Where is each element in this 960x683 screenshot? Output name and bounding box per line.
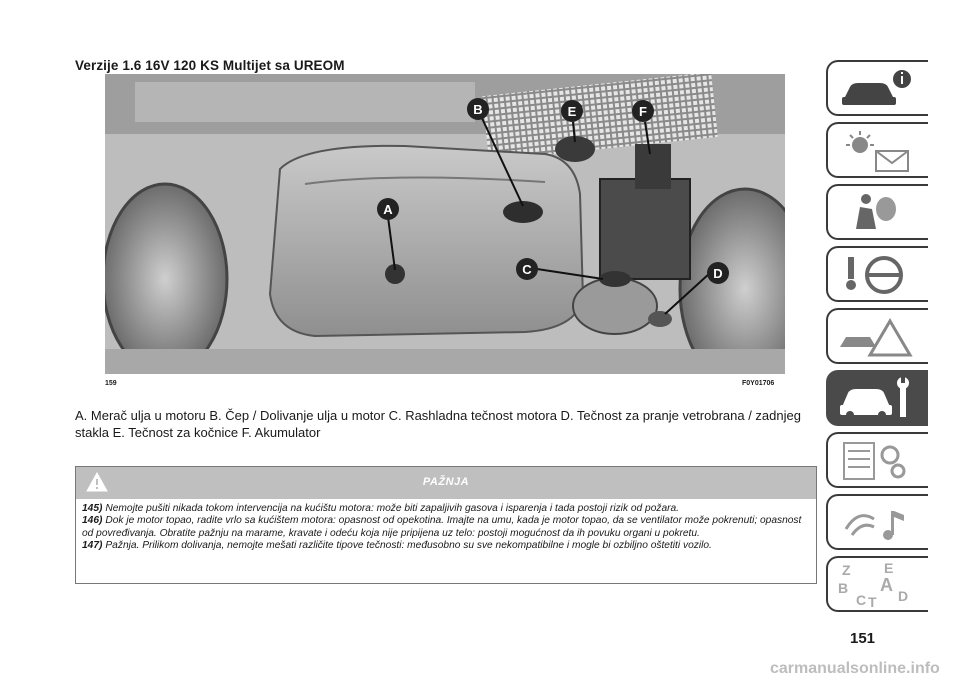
watermark: carmanualsonline.info [770,660,940,677]
warning-light-message-icon [836,127,916,175]
svg-text:A: A [383,202,393,217]
svg-text:B: B [838,580,849,596]
car-info-icon [836,65,916,113]
svg-text:A: A [880,575,893,595]
warning-item: 147) Pažnja. Prilikom dolivanja, nemojte mešati različite tipove tečnosti: međusobno su sve nekompatibilne i mogle bi ozbiljno oštetiti vozilo. [82,540,712,552]
svg-text:C: C [856,592,867,608]
svg-text:D: D [898,588,909,604]
tab-index[interactable] [826,556,928,612]
engine-bay-figure [105,74,785,374]
multimedia-icon [836,499,916,547]
tab-starting-driving[interactable] [826,246,928,302]
steering-wheel-key-icon [836,251,916,299]
warning-box [75,466,817,584]
tab-multimedia[interactable] [826,494,928,550]
figure-code: F0Y01706 [742,380,775,387]
figure-caption: A. Merač ulja u motoru B. Čep / Dolivanje ulja u motor C. Rashladna tečnost motora D. Tečnost za pranje vetrobrana / zadnjeg stakla E. Tečnost za kočnice F. Akumulator [75,408,801,440]
warning-body [76,499,816,553]
callout-e [561,100,583,122]
specs-gears-icon [836,437,916,485]
callout-c [516,258,538,280]
tab-emergency[interactable] [826,308,928,364]
tab-car-info[interactable] [826,60,928,116]
alphabet-index-icon [836,561,916,609]
svg-text:T: T [868,594,877,609]
svg-text:C: C [522,262,532,277]
svg-text:D: D [713,266,723,281]
warning-title: PAŽNJA [422,476,470,488]
tab-maintenance[interactable] [826,370,928,426]
svg-text:Z: Z [842,562,851,578]
svg-text:E: E [884,561,894,576]
callout-b [467,98,489,120]
tab-safety[interactable] [826,184,928,240]
callout-f [632,100,654,122]
car-wrench-icon [836,375,916,423]
warning-header [76,467,816,499]
svg-text:E: E [567,104,577,119]
callout-d [707,262,729,284]
section-title: Verzije 1.6 16V 120 KS Multijet sa UREOM [75,58,345,73]
svg-text:B: B [473,102,483,117]
breakdown-triangle-icon [836,313,916,361]
warning-item: 145) Nemojte pušiti nikada tokom intervencija na kućištu motora: može biti zapaljivih gasova i isparenja i tada postoji rizik od požara. [82,503,680,514]
tab-technical-data[interactable] [826,432,928,488]
figure-number: 159 [105,380,117,387]
svg-text:F: F [639,104,647,119]
airbag-seat-icon [836,189,916,237]
callout-a [377,198,399,220]
tab-warning-lights[interactable] [826,122,928,178]
warning-item: 146) Dok je motor topao, radite vrlo sa kućištem motora: opasnost od opekotina. Imajte na umu, kada je motor topao, da se ventilator može pokrenuti; opasnost od povređivanja. Obratite pažnju na marame, kravate i odeću koja nije pripijena uz telo: postoji mogućnost da ih povuku organi u pokretu. [82,515,802,539]
page-number: 151 [850,630,876,647]
